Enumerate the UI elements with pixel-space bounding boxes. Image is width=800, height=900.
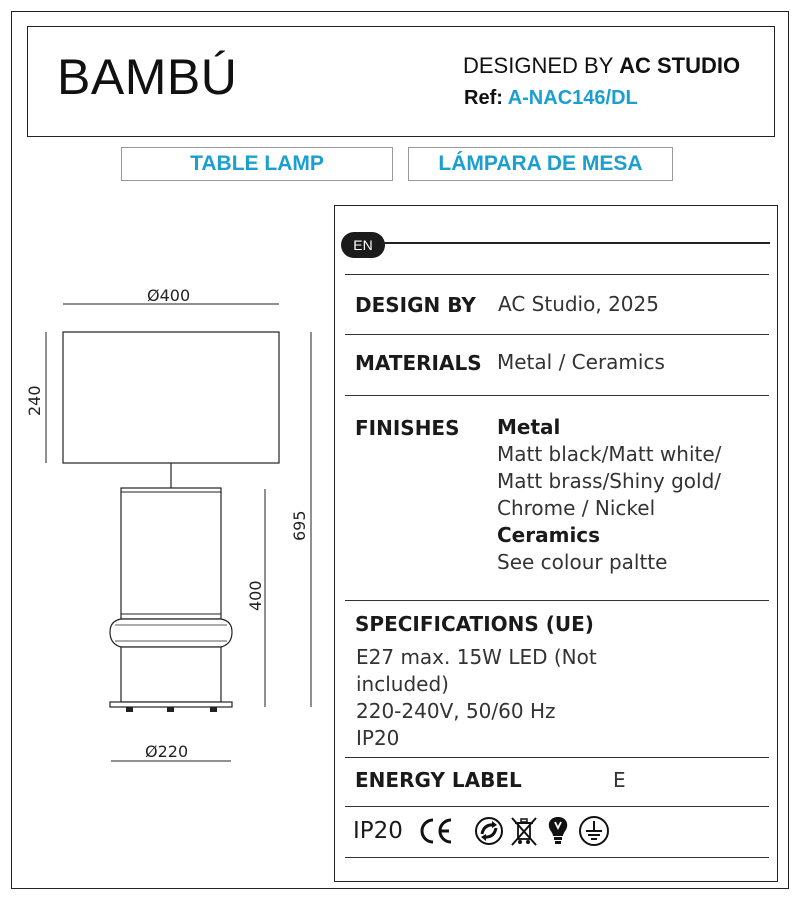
- divider: [345, 334, 769, 335]
- finishes-metal-line: Chrome / Nickel: [497, 496, 656, 520]
- design-by-label: DESIGN BY: [355, 293, 476, 317]
- designed-by-studio: AC STUDIO: [619, 53, 741, 78]
- designed-by: [463, 53, 740, 79]
- led-bulb-icon: [545, 814, 571, 846]
- spec-line: E27 max. 15W LED (Not: [356, 645, 597, 669]
- tag-table-lamp: TABLE LAMP: [121, 147, 393, 181]
- spec-line: IP20: [356, 726, 400, 750]
- designed-by-prefix: DESIGNED BY: [463, 53, 620, 78]
- reference: [464, 87, 638, 110]
- lamp-technical-drawing: [0, 0, 334, 900]
- ip-rating: IP20: [353, 818, 403, 844]
- finishes-ceramics-title: Ceramics: [497, 523, 601, 547]
- total-height-label: 695: [290, 510, 309, 541]
- finishes-metal-title: Metal: [497, 415, 561, 439]
- materials-label: MATERIALS: [355, 351, 482, 375]
- energy-value: E: [613, 768, 626, 792]
- specifications-value: [356, 644, 597, 752]
- ref-label: Ref:: [464, 87, 508, 109]
- finishes-label: FINISHES: [355, 416, 460, 440]
- lamp-shade: [63, 332, 279, 463]
- materials-value: Metal / Ceramics: [497, 350, 665, 374]
- lamp-body-upper: [121, 488, 221, 619]
- divider: [345, 857, 769, 858]
- specifications-label: SPECIFICATIONS (UE): [355, 612, 594, 636]
- finishes-metal-line: Matt black/Matt white/: [497, 442, 722, 466]
- finishes-value: [497, 414, 721, 576]
- finishes-ceramics-line: See colour paltte: [497, 550, 668, 574]
- language-badge[interactable]: EN: [341, 232, 385, 258]
- design-by-value: AC Studio, 2025: [498, 292, 659, 316]
- ref-code: A-NAC146/DL: [507, 87, 638, 109]
- shade-diameter-label: Ø400: [147, 286, 191, 305]
- product-name: BAMBÚ: [57, 49, 238, 105]
- body-height-label: 400: [246, 580, 265, 611]
- lamp-base-plate: [110, 702, 232, 707]
- tag-lampara-de-mesa: LÁMPARA DE MESA: [408, 147, 673, 181]
- lamp-body-lower: [121, 647, 221, 702]
- spec-line: 220-240V, 50/60 Hz: [356, 699, 556, 723]
- shade-height-label: 240: [25, 385, 44, 416]
- language-divider: [383, 242, 770, 244]
- ground-earth-icon: [578, 815, 610, 847]
- recycle-icon: [474, 816, 504, 846]
- divider: [345, 757, 769, 758]
- base-diameter-label: Ø220: [145, 742, 189, 761]
- lamp-bamboo-ring: [110, 619, 232, 647]
- divider: [345, 806, 769, 807]
- spec-line: included): [356, 672, 449, 696]
- ce-mark-icon: [418, 816, 454, 846]
- energy-label: ENERGY LABEL: [355, 768, 522, 792]
- divider: [345, 274, 769, 275]
- divider: [345, 395, 769, 396]
- finishes-metal-line: Matt brass/Shiny gold/: [497, 469, 722, 493]
- divider: [345, 600, 769, 601]
- weee-crossed-bin-icon: [509, 815, 539, 847]
